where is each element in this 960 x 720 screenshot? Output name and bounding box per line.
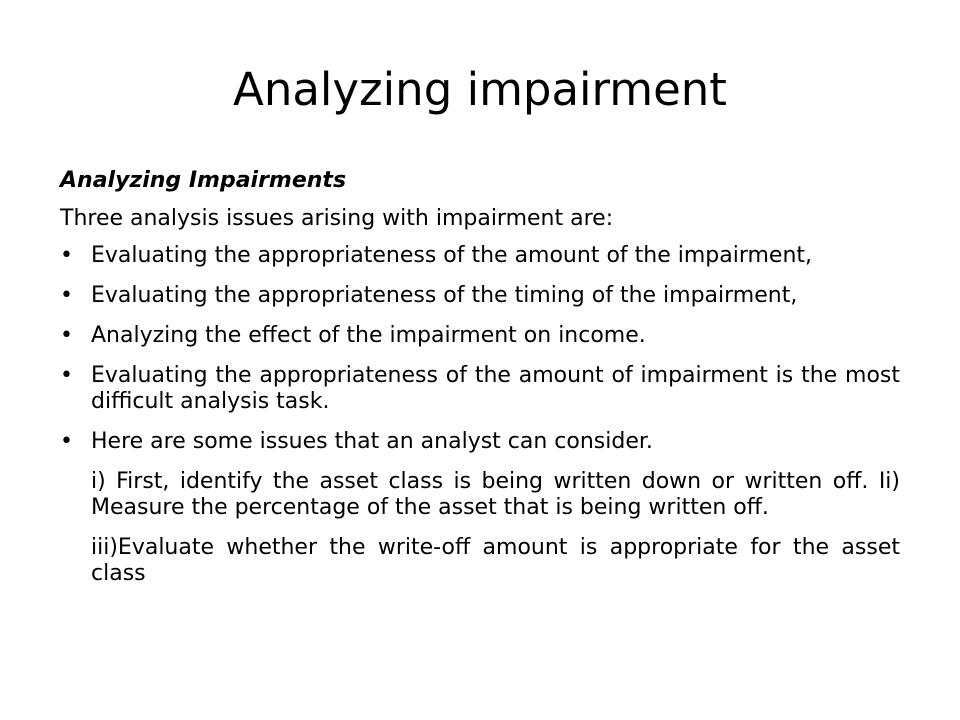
bullet-item <box>60 323 900 349</box>
bullet-item <box>60 429 900 455</box>
slide-body <box>60 168 900 601</box>
bullet-text: Evaluating the appropriateness of the amount of the impairment, <box>91 243 813 268</box>
bullet-text: Evaluating the appropriateness of the timing of the impairment, <box>91 283 798 308</box>
bullet-text: Evaluating the appropriateness of the amount of impairment is the most difficult analysis task. <box>91 363 900 414</box>
bullet-item <box>60 243 900 269</box>
bullet-dot-icon: • <box>60 323 73 348</box>
slide-title: Analyzing impairment <box>233 63 727 116</box>
bullet-dot-icon: • <box>60 429 73 454</box>
sub-paragraph: iii)Evaluate whether the write-off amount is appropriate for the asset class <box>91 535 900 586</box>
sub-paragraph: i) First, identify the asset class is being written down or written off. Ii) Measure the percentage of the asset that is being written off. <box>91 469 900 520</box>
bullet-item <box>60 283 900 309</box>
intro-text: Three analysis issues arising with impairment are: <box>60 206 614 231</box>
bullet-dot-icon: • <box>60 243 73 268</box>
bullet-text: Analyzing the effect of the impairment on income. <box>91 323 646 348</box>
bullet-list <box>60 243 900 455</box>
subheading: Analyzing Impairments <box>60 168 347 193</box>
bullet-item <box>60 363 900 415</box>
bullet-dot-icon: • <box>60 283 73 308</box>
bullet-dot-icon: • <box>60 363 73 388</box>
bullet-text: Here are some issues that an analyst can consider. <box>91 429 653 454</box>
